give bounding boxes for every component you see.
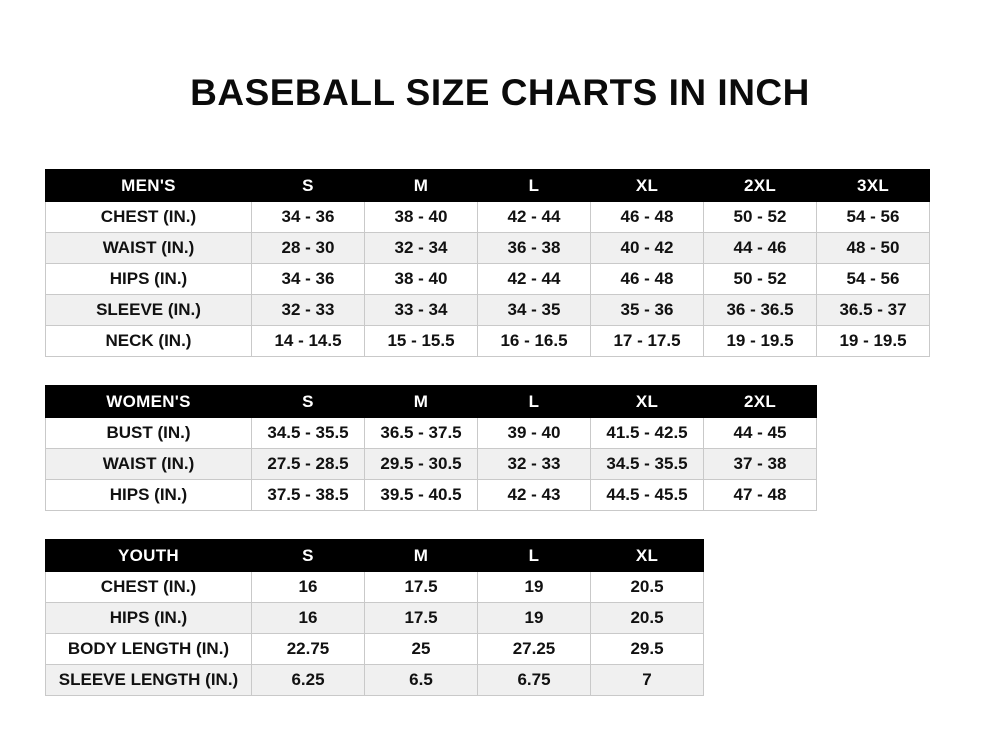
table-cell: 54 - 56	[817, 264, 930, 295]
table-cell: 22.75	[252, 634, 365, 665]
table-cell: 20.5	[591, 572, 704, 603]
mens-header-m: M	[365, 170, 478, 202]
table-cell: 36 - 36.5	[704, 295, 817, 326]
table-cell: 25	[365, 634, 478, 665]
table-cell: 44.5 - 45.5	[591, 480, 704, 511]
table-row	[46, 202, 930, 233]
table-row	[46, 480, 817, 511]
table-cell: 34.5 - 35.5	[591, 449, 704, 480]
row-label: CHEST (IN.)	[46, 572, 252, 603]
table-cell: 27.25	[478, 634, 591, 665]
table-cell: 38 - 40	[365, 264, 478, 295]
table-row	[46, 572, 704, 603]
mens-header-xl: XL	[591, 170, 704, 202]
mens-header-2xl: 2XL	[704, 170, 817, 202]
table-header-row	[46, 540, 704, 572]
youth-header-m: M	[365, 540, 478, 572]
row-label: CHEST (IN.)	[46, 202, 252, 233]
table-cell: 35 - 36	[591, 295, 704, 326]
table-cell: 28 - 30	[252, 233, 365, 264]
table-row	[46, 326, 930, 357]
table-cell: 17 - 17.5	[591, 326, 704, 357]
table-cell: 16	[252, 603, 365, 634]
table-cell: 29.5 - 30.5	[365, 449, 478, 480]
table-row	[46, 449, 817, 480]
table-cell: 32 - 33	[478, 449, 591, 480]
row-label: WAIST (IN.)	[46, 449, 252, 480]
table-cell: 46 - 48	[591, 264, 704, 295]
row-label: SLEEVE (IN.)	[46, 295, 252, 326]
table-cell: 39.5 - 40.5	[365, 480, 478, 511]
table-cell: 39 - 40	[478, 418, 591, 449]
row-label: NECK (IN.)	[46, 326, 252, 357]
womens-header-m: M	[365, 386, 478, 418]
table-cell: 36 - 38	[478, 233, 591, 264]
row-label: BUST (IN.)	[46, 418, 252, 449]
table-cell: 42 - 43	[478, 480, 591, 511]
youth-size-table	[45, 539, 704, 696]
row-label: HIPS (IN.)	[46, 480, 252, 511]
womens-size-table	[45, 385, 817, 511]
table-row	[46, 418, 817, 449]
table-cell: 40 - 42	[591, 233, 704, 264]
table-cell: 20.5	[591, 603, 704, 634]
womens-header-label: WOMEN'S	[46, 386, 252, 418]
table-cell: 50 - 52	[704, 264, 817, 295]
womens-header-l: L	[478, 386, 591, 418]
table-cell: 33 - 34	[365, 295, 478, 326]
mens-header-s: S	[252, 170, 365, 202]
table-cell: 19 - 19.5	[817, 326, 930, 357]
youth-header-label: YOUTH	[46, 540, 252, 572]
table-cell: 27.5 - 28.5	[252, 449, 365, 480]
table-cell: 34.5 - 35.5	[252, 418, 365, 449]
row-label: HIPS (IN.)	[46, 603, 252, 634]
table-row	[46, 233, 930, 264]
womens-header-2xl: 2XL	[704, 386, 817, 418]
table-cell: 6.25	[252, 665, 365, 696]
table-header-row	[46, 170, 930, 202]
table-cell: 6.5	[365, 665, 478, 696]
table-row	[46, 634, 704, 665]
table-cell: 34 - 36	[252, 202, 365, 233]
table-cell: 42 - 44	[478, 202, 591, 233]
table-cell: 36.5 - 37	[817, 295, 930, 326]
mens-header-label: MEN'S	[46, 170, 252, 202]
youth-header-xl: XL	[591, 540, 704, 572]
womens-header-xl: XL	[591, 386, 704, 418]
table-cell: 36.5 - 37.5	[365, 418, 478, 449]
table-cell: 7	[591, 665, 704, 696]
table-cell: 16 - 16.5	[478, 326, 591, 357]
row-label: WAIST (IN.)	[46, 233, 252, 264]
youth-header-l: L	[478, 540, 591, 572]
table-header-row	[46, 386, 817, 418]
table-cell: 38 - 40	[365, 202, 478, 233]
table-cell: 19 - 19.5	[704, 326, 817, 357]
table-cell: 42 - 44	[478, 264, 591, 295]
table-cell: 50 - 52	[704, 202, 817, 233]
table-cell: 15 - 15.5	[365, 326, 478, 357]
table-row	[46, 264, 930, 295]
table-row	[46, 295, 930, 326]
mens-header-l: L	[478, 170, 591, 202]
table-cell: 41.5 - 42.5	[591, 418, 704, 449]
row-label: HIPS (IN.)	[46, 264, 252, 295]
table-row	[46, 665, 704, 696]
table-cell: 16	[252, 572, 365, 603]
table-cell: 34 - 36	[252, 264, 365, 295]
table-cell: 17.5	[365, 572, 478, 603]
table-cell: 44 - 45	[704, 418, 817, 449]
table-cell: 34 - 35	[478, 295, 591, 326]
table-cell: 19	[478, 572, 591, 603]
mens-header-3xl: 3XL	[817, 170, 930, 202]
table-cell: 54 - 56	[817, 202, 930, 233]
table-cell: 14 - 14.5	[252, 326, 365, 357]
page-title: BASEBALL SIZE CHARTS IN INCH	[190, 72, 810, 113]
table-cell: 32 - 33	[252, 295, 365, 326]
table-cell: 37.5 - 38.5	[252, 480, 365, 511]
youth-header-s: S	[252, 540, 365, 572]
table-cell: 6.75	[478, 665, 591, 696]
row-label: SLEEVE LENGTH (IN.)	[46, 665, 252, 696]
table-cell: 48 - 50	[817, 233, 930, 264]
table-cell: 44 - 46	[704, 233, 817, 264]
table-cell: 17.5	[365, 603, 478, 634]
table-cell: 29.5	[591, 634, 704, 665]
table-cell: 32 - 34	[365, 233, 478, 264]
table-row	[46, 603, 704, 634]
table-cell: 47 - 48	[704, 480, 817, 511]
womens-header-s: S	[252, 386, 365, 418]
table-cell: 19	[478, 603, 591, 634]
row-label: BODY LENGTH (IN.)	[46, 634, 252, 665]
table-cell: 46 - 48	[591, 202, 704, 233]
table-cell: 37 - 38	[704, 449, 817, 480]
tables-container	[0, 114, 1000, 696]
mens-size-table	[45, 169, 930, 357]
